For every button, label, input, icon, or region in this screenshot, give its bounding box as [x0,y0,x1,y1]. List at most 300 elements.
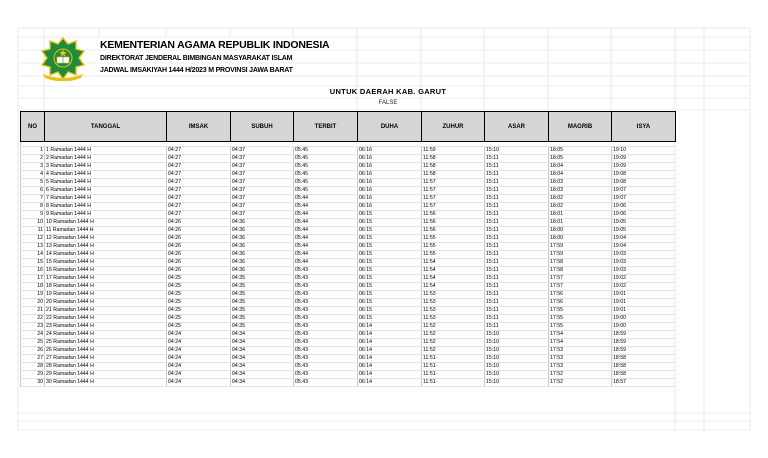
cell-subuh: 04:36 [231,243,294,251]
table-row [21,227,676,235]
cell-imsak: 04:27 [167,195,231,203]
cell-tanggal: 18 Ramadan 1444 H [45,283,167,291]
cell-terbit: 05:43 [294,307,358,315]
cell-duha: 06:15 [358,243,422,251]
column-header-no: NO [21,112,45,142]
cell-no: 25 [21,339,45,347]
cell-duha: 06:15 [358,315,422,323]
cell-tanggal: 16 Ramadan 1444 H [45,267,167,275]
cell-terbit: 05:45 [294,155,358,163]
cell-no: 7 [21,195,45,203]
cell-imsak: 04:24 [167,331,231,339]
cell-tanggal: 11 Ramadan 1444 H [45,227,167,235]
cell-subuh: 04:37 [231,195,294,203]
cell-imsak: 04:27 [167,187,231,195]
cell-zuhur: 11:51 [422,355,485,363]
kemenag-logo-icon [33,37,93,81]
cell-duha: 06:14 [358,331,422,339]
cell-isya: 18:59 [612,347,676,355]
cell-asar: 15:11 [485,299,549,307]
cell-magrib: 17:58 [549,259,612,267]
cell-isya: 19:06 [612,203,676,211]
cell-terbit: 05:43 [294,339,358,347]
table-row [21,267,676,275]
cell-asar: 15:11 [485,211,549,219]
cell-imsak: 04:25 [167,315,231,323]
cell-tanggal: 20 Ramadan 1444 H [45,299,167,307]
cell-subuh: 04:37 [231,155,294,163]
cell-asar: 15:10 [485,371,549,379]
cell-no: 18 [21,283,45,291]
cell-tanggal: 29 Ramadan 1444 H [45,371,167,379]
cell-terbit: 05:44 [294,211,358,219]
cell-terbit: 05:43 [294,267,358,275]
cell-terbit: 05:43 [294,291,358,299]
cell-no: 15 [21,259,45,267]
cell-magrib: 17:52 [549,379,612,387]
cell-zuhur: 11:51 [422,363,485,371]
cell-isya: 19:00 [612,315,676,323]
cell-duha: 06:15 [358,211,422,219]
cell-asar: 15:11 [485,187,549,195]
cell-imsak: 04:26 [167,259,231,267]
cell-no: 12 [21,235,45,243]
cell-magrib: 17:57 [549,283,612,291]
cell-imsak: 04:25 [167,323,231,331]
cell-imsak: 04:25 [167,275,231,283]
cell-imsak: 04:26 [167,219,231,227]
cell-zuhur: 11:51 [422,371,485,379]
table-row [21,355,676,363]
cell-isya: 18:59 [612,331,676,339]
cell-isya: 18:58 [612,363,676,371]
cell-asar: 15:11 [485,227,549,235]
table-row [21,259,676,267]
column-header-duha: DUHA [358,112,422,142]
cell-magrib: 17:54 [549,331,612,339]
cell-tanggal: 3 Ramadan 1444 H [45,163,167,171]
cell-tanggal: 6 Ramadan 1444 H [45,187,167,195]
cell-subuh: 04:34 [231,339,294,347]
cell-duha: 06:15 [358,267,422,275]
cell-imsak: 04:24 [167,339,231,347]
cell-asar: 15:11 [485,291,549,299]
cell-duha: 06:14 [358,379,422,387]
cell-magrib: 17:55 [549,315,612,323]
cell-terbit: 05:43 [294,283,358,291]
cell-asar: 15:11 [485,171,549,179]
cell-tanggal: 8 Ramadan 1444 H [45,203,167,211]
cell-subuh: 04:34 [231,363,294,371]
cell-subuh: 04:37 [231,171,294,179]
cell-isya: 19:07 [612,195,676,203]
cell-imsak: 04:24 [167,363,231,371]
cell-tanggal: 25 Ramadan 1444 H [45,339,167,347]
cell-isya: 19:09 [612,155,676,163]
cell-no: 29 [21,371,45,379]
table-row [21,275,676,283]
cell-isya: 19:01 [612,299,676,307]
cell-magrib: 18:05 [549,155,612,163]
cell-isya: 18:58 [612,355,676,363]
cell-tanggal: 22 Ramadan 1444 H [45,315,167,323]
cell-imsak: 04:24 [167,355,231,363]
cell-duha: 06:15 [358,235,422,243]
cell-subuh: 04:34 [231,371,294,379]
column-header-tanggal: TANGGAL [45,112,167,142]
cell-imsak: 04:26 [167,235,231,243]
cell-no: 8 [21,203,45,211]
region-title: UNTUK DAERAH KAB. GARUT [329,87,447,96]
cell-terbit: 05:43 [294,331,358,339]
cell-zuhur: 11:56 [422,219,485,227]
cell-isya: 18:58 [612,371,676,379]
cell-magrib: 17:53 [549,355,612,363]
cell-subuh: 04:37 [231,179,294,187]
cell-zuhur: 11:56 [422,211,485,219]
column-header-magrib: MAGRIB [549,112,612,142]
table-row [21,331,676,339]
cell-tanggal: 14 Ramadan 1444 H [45,251,167,259]
cell-subuh: 04:37 [231,203,294,211]
cell-zuhur: 11:55 [422,243,485,251]
table-row [21,251,676,259]
cell-tanggal: 15 Ramadan 1444 H [45,259,167,267]
cell-duha: 06:16 [358,147,422,155]
cell-tanggal: 5 Ramadan 1444 H [45,179,167,187]
cell-no: 20 [21,299,45,307]
cell-asar: 15:10 [485,339,549,347]
cell-duha: 06:15 [358,307,422,315]
cell-isya: 19:10 [612,147,676,155]
cell-tanggal: 24 Ramadan 1444 H [45,331,167,339]
cell-imsak: 04:27 [167,171,231,179]
cell-magrib: 18:01 [549,219,612,227]
cell-duha: 06:16 [358,187,422,195]
cell-subuh: 04:35 [231,307,294,315]
table-row [21,179,676,187]
cell-terbit: 05:45 [294,187,358,195]
cell-tanggal: 19 Ramadan 1444 H [45,291,167,299]
table-row [21,291,676,299]
cell-imsak: 04:25 [167,291,231,299]
cell-terbit: 05:45 [294,179,358,187]
table-header-row [21,112,676,142]
cell-subuh: 04:35 [231,323,294,331]
cell-terbit: 05:43 [294,363,358,371]
cell-magrib: 17:54 [549,339,612,347]
cell-no: 21 [21,307,45,315]
cell-isya: 18:57 [612,379,676,387]
cell-no: 9 [21,211,45,219]
cell-tanggal: 9 Ramadan 1444 H [45,211,167,219]
cell-asar: 15:11 [485,307,549,315]
cell-asar: 15:11 [485,275,549,283]
cell-isya: 19:05 [612,219,676,227]
cell-zuhur: 11:53 [422,315,485,323]
table-row [21,203,676,211]
cell-asar: 15:11 [485,243,549,251]
cell-tanggal: 17 Ramadan 1444 H [45,275,167,283]
cell-isya: 19:02 [612,283,676,291]
cell-terbit: 05:45 [294,163,358,171]
cell-magrib: 17:56 [549,291,612,299]
cell-zuhur: 11:52 [422,347,485,355]
cell-subuh: 04:37 [231,163,294,171]
cell-tanggal: 21 Ramadan 1444 H [45,307,167,315]
cell-subuh: 04:36 [231,259,294,267]
cell-subuh: 04:37 [231,211,294,219]
cell-imsak: 04:24 [167,379,231,387]
table-row [21,339,676,347]
cell-zuhur: 11:52 [422,339,485,347]
cell-imsak: 04:27 [167,147,231,155]
cell-isya: 19:02 [612,275,676,283]
cell-duha: 06:15 [358,275,422,283]
cell-asar: 15:10 [485,347,549,355]
cell-asar: 15:11 [485,283,549,291]
cell-duha: 06:16 [358,171,422,179]
column-header-terbit: TERBIT [294,112,358,142]
cell-terbit: 05:44 [294,219,358,227]
cell-duha: 06:15 [358,251,422,259]
cell-isya: 19:04 [612,243,676,251]
cell-duha: 06:15 [358,259,422,267]
cell-imsak: 04:25 [167,299,231,307]
cell-no: 19 [21,291,45,299]
table-row [21,211,676,219]
cell-duha: 06:14 [358,339,422,347]
directorate-name: DIREKTORAT JENDERAL BIMBINGAN MASYARAKAT ISLAM [100,55,293,62]
cell-terbit: 05:44 [294,251,358,259]
cell-zuhur: 11:51 [422,379,485,387]
cell-magrib: 18:03 [549,179,612,187]
cell-terbit: 05:44 [294,235,358,243]
cell-subuh: 04:35 [231,299,294,307]
cell-subuh: 04:36 [231,251,294,259]
cell-asar: 15:10 [485,355,549,363]
cell-subuh: 04:35 [231,283,294,291]
false-label: FALSE [378,100,398,106]
cell-asar: 15:11 [485,203,549,211]
cell-duha: 06:14 [358,371,422,379]
column-header-zuhur: ZUHUR [422,112,485,142]
cell-terbit: 05:43 [294,347,358,355]
cell-magrib: 17:52 [549,371,612,379]
cell-duha: 06:16 [358,163,422,171]
schedule-title: JADWAL IMSAKIYAH 1444 H/2023 M PROVINSI JAWA BARAT [100,67,293,74]
cell-magrib: 18:05 [549,147,612,155]
cell-magrib: 18:00 [549,235,612,243]
cell-no: 2 [21,155,45,163]
cell-asar: 15:11 [485,219,549,227]
imsakiyah-table [20,111,676,387]
cell-subuh: 04:36 [231,235,294,243]
cell-zuhur: 11:54 [422,267,485,275]
cell-terbit: 05:44 [294,195,358,203]
cell-magrib: 17:57 [549,275,612,283]
cell-zuhur: 11:59 [422,147,485,155]
cell-zuhur: 11:58 [422,163,485,171]
cell-imsak: 04:27 [167,163,231,171]
cell-zuhur: 11:57 [422,203,485,211]
cell-zuhur: 11:54 [422,275,485,283]
cell-subuh: 04:34 [231,331,294,339]
cell-no: 22 [21,315,45,323]
cell-tanggal: 7 Ramadan 1444 H [45,195,167,203]
cell-magrib: 17:53 [549,363,612,371]
cell-isya: 19:03 [612,251,676,259]
table-row [21,155,676,163]
cell-magrib: 18:01 [549,211,612,219]
cell-asar: 15:11 [485,323,549,331]
cell-magrib: 17:59 [549,251,612,259]
cell-imsak: 04:26 [167,251,231,259]
cell-zuhur: 11:52 [422,331,485,339]
cell-no: 27 [21,355,45,363]
cell-asar: 15:10 [485,379,549,387]
cell-magrib: 17:56 [549,299,612,307]
cell-subuh: 04:35 [231,315,294,323]
table-row [21,235,676,243]
cell-subuh: 04:37 [231,147,294,155]
table-row [21,147,676,155]
cell-no: 16 [21,267,45,275]
cell-imsak: 04:25 [167,307,231,315]
table-row [21,347,676,355]
cell-duha: 06:15 [358,283,422,291]
cell-isya: 19:03 [612,259,676,267]
cell-tanggal: 12 Ramadan 1444 H [45,235,167,243]
cell-terbit: 05:44 [294,227,358,235]
cell-zuhur: 11:57 [422,179,485,187]
cell-no: 17 [21,275,45,283]
cell-isya: 19:01 [612,307,676,315]
cell-asar: 15:10 [485,331,549,339]
cell-zuhur: 11:54 [422,283,485,291]
cell-terbit: 05:43 [294,379,358,387]
cell-isya: 19:08 [612,179,676,187]
table-row [21,307,676,315]
cell-subuh: 04:36 [231,219,294,227]
cell-imsak: 04:24 [167,347,231,355]
cell-terbit: 05:44 [294,243,358,251]
cell-no: 5 [21,179,45,187]
cell-magrib: 17:59 [549,243,612,251]
cell-zuhur: 11:54 [422,259,485,267]
cell-tanggal: 10 Ramadan 1444 H [45,219,167,227]
cell-no: 6 [21,187,45,195]
cell-magrib: 18:02 [549,203,612,211]
cell-duha: 06:16 [358,195,422,203]
cell-no: 30 [21,379,45,387]
table-row [21,283,676,291]
cell-zuhur: 11:55 [422,251,485,259]
cell-magrib: 18:02 [549,195,612,203]
cell-isya: 19:04 [612,235,676,243]
cell-zuhur: 11:53 [422,291,485,299]
cell-zuhur: 11:58 [422,155,485,163]
cell-zuhur: 11:53 [422,299,485,307]
cell-tanggal: 13 Ramadan 1444 H [45,243,167,251]
cell-isya: 18:59 [612,339,676,347]
cell-terbit: 05:44 [294,203,358,211]
cell-no: 1 [21,147,45,155]
cell-tanggal: 26 Ramadan 1444 H [45,347,167,355]
cell-tanggal: 28 Ramadan 1444 H [45,363,167,371]
cell-tanggal: 4 Ramadan 1444 H [45,171,167,179]
cell-imsak: 04:27 [167,211,231,219]
cell-asar: 15:11 [485,315,549,323]
cell-tanggal: 2 Ramadan 1444 H [45,155,167,163]
cell-zuhur: 11:55 [422,235,485,243]
cell-no: 3 [21,163,45,171]
cell-terbit: 05:44 [294,259,358,267]
cell-terbit: 05:43 [294,315,358,323]
cell-asar: 15:11 [485,163,549,171]
cell-imsak: 04:24 [167,371,231,379]
cell-imsak: 04:27 [167,203,231,211]
cell-isya: 19:07 [612,187,676,195]
cell-imsak: 04:26 [167,243,231,251]
cell-subuh: 04:37 [231,187,294,195]
cell-duha: 06:15 [358,291,422,299]
table-row [21,299,676,307]
cell-duha: 06:16 [358,155,422,163]
cell-imsak: 04:25 [167,283,231,291]
cell-asar: 15:11 [485,195,549,203]
table-row [21,379,676,387]
cell-terbit: 05:45 [294,171,358,179]
cell-subuh: 04:34 [231,379,294,387]
cell-asar: 15:11 [485,155,549,163]
cell-duha: 06:16 [358,179,422,187]
cell-duha: 06:15 [358,219,422,227]
cell-subuh: 04:36 [231,267,294,275]
cell-no: 14 [21,251,45,259]
cell-zuhur: 11:58 [422,171,485,179]
cell-terbit: 05:43 [294,275,358,283]
cell-imsak: 04:26 [167,227,231,235]
cell-asar: 15:11 [485,259,549,267]
cell-subuh: 04:34 [231,347,294,355]
cell-magrib: 18:04 [549,163,612,171]
table-row [21,323,676,331]
cell-duha: 06:14 [358,363,422,371]
cell-isya: 19:06 [612,211,676,219]
cell-magrib: 17:55 [549,307,612,315]
cell-isya: 19:01 [612,291,676,299]
table-row [21,243,676,251]
cell-imsak: 04:27 [167,155,231,163]
cell-no: 13 [21,243,45,251]
cell-terbit: 05:43 [294,371,358,379]
cell-no: 28 [21,363,45,371]
cell-tanggal: 27 Ramadan 1444 H [45,355,167,363]
cell-asar: 15:11 [485,267,549,275]
cell-asar: 15:11 [485,251,549,259]
cell-zuhur: 11:53 [422,307,485,315]
table-row [21,219,676,227]
cell-tanggal: 23 Ramadan 1444 H [45,323,167,331]
cell-duha: 06:15 [358,227,422,235]
cell-tanggal: 30 Ramadan 1444 H [45,379,167,387]
cell-magrib: 17:53 [549,347,612,355]
cell-terbit: 05:45 [294,147,358,155]
table-row [21,315,676,323]
ministry-name: KEMENTERIAN AGAMA REPUBLIK INDONESIA [100,39,330,51]
cell-asar: 15:10 [485,147,549,155]
